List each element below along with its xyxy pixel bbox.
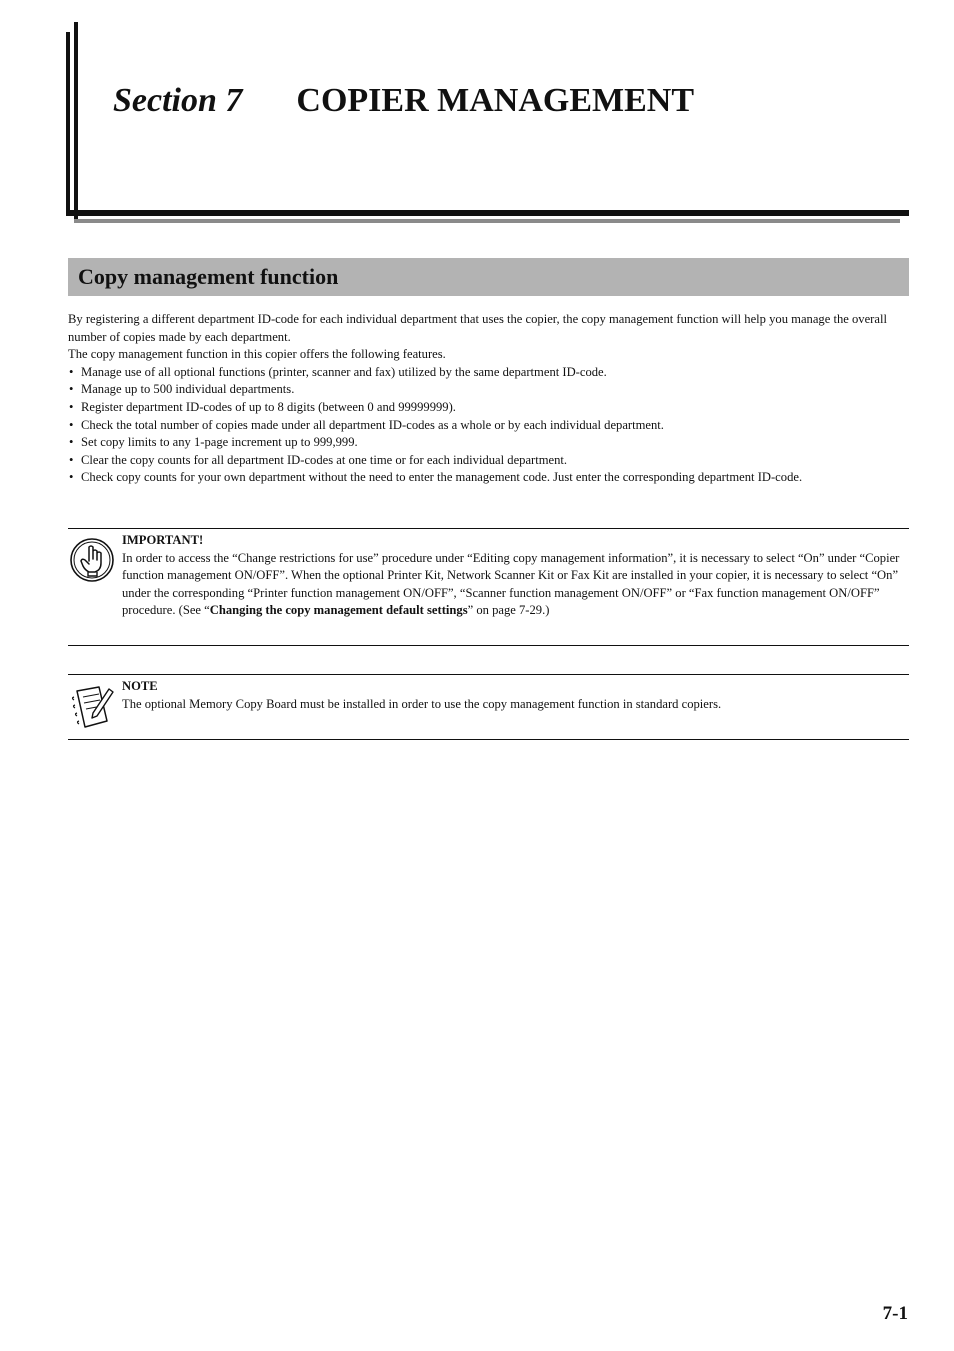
list-item: • Clear the copy counts for all department ID-codes at one time or for each individual department. (68, 452, 906, 470)
important-link-text: Changing the copy management default settings (209, 603, 468, 618)
pointing-hand-icon (69, 537, 115, 588)
note-callout (68, 674, 909, 740)
list-item: • Set copy limits to any 1-page increment up to 999,999. (68, 434, 906, 452)
section-rule-gray (74, 219, 900, 223)
feature-list (68, 364, 906, 487)
body-text (68, 311, 906, 487)
subheading: Copy management function (68, 258, 909, 296)
list-item: • Check copy counts for your own department without the need to enter the management code. Just enter the corresponding department ID-code. (68, 469, 906, 487)
important-title: IMPORTANT! (122, 533, 204, 547)
note-body: The optional Memory Copy Board must be installed in order to use the copy management function in standard copiers. (122, 696, 722, 711)
page-number: 7-1 (882, 1303, 908, 1324)
section-frame-bar-inner (74, 22, 78, 222)
section-frame-bar-outer (66, 32, 70, 216)
list-item: • Manage up to 500 individual departments. (68, 381, 906, 399)
notepad-pencil-icon (69, 683, 115, 736)
note-title: NOTE (122, 679, 158, 693)
section-number: Section 7 (113, 82, 243, 119)
section-name: COPIER MANAGEMENT (296, 82, 695, 119)
important-body-after: ” on page 7-29.) (467, 603, 550, 618)
section-rule-thick (66, 210, 909, 216)
list-item: • Register department ID-codes of up to 8 digits (between 0 and 99999999). (68, 399, 906, 417)
important-callout (68, 528, 909, 646)
important-text (122, 532, 909, 620)
list-item: • Check the total number of copies made under all department ID-codes as a whole or by each individual department. (68, 417, 906, 435)
section-title (113, 80, 694, 122)
important-body-before: In order to access the “Change restrictions for use” procedure under “Editing copy management information”, it is necessary to select “On” under “Copier function management ON/OFF”. When the optional Printer Kit, Network Scanner Kit or Fax Kit are installed in your copier, it is necessary to select “On” under the corresponding “Printer function management ON/OFF”, “Scanner function management ON/OFF” or “Fax function management ON/OFF” procedure. (See “ (122, 550, 900, 618)
intro-paragraph: The copy management function in this copier offers the following features. (68, 347, 446, 362)
list-item: • Manage use of all optional functions (printer, scanner and fax) utilized by the same department ID-code. (68, 364, 906, 382)
intro-paragraph: By registering a different department ID-code for each individual department that uses the copier, the copy management function will help you manage the overall number of copies made by each department. (68, 312, 887, 344)
note-text (122, 678, 909, 713)
